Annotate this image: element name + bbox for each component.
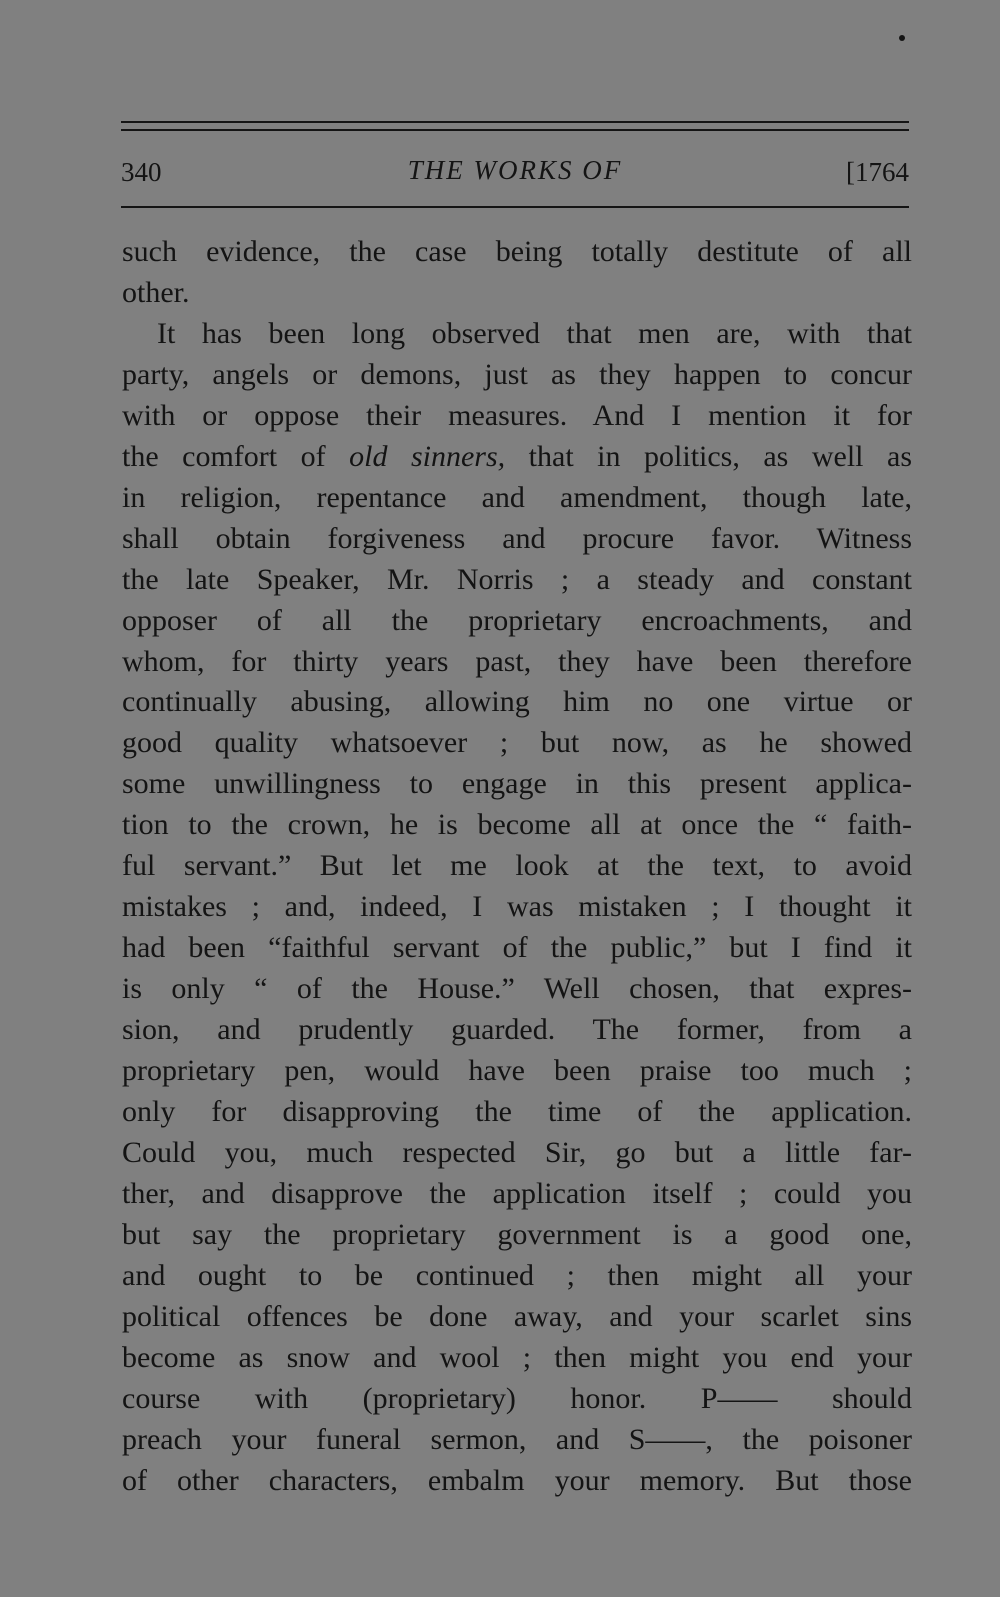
text-line: become as snow and wool ; then might you end your [122, 1340, 912, 1374]
text-line-segment: that in politics, as well as [505, 439, 913, 473]
text-line: such evidence, the case being totally destitute of all [122, 235, 912, 268]
text-line: continually abusing, allowing him no one virtue or [122, 685, 912, 719]
top-rule [121, 121, 909, 123]
stray-dot-mark [899, 35, 905, 41]
text-line: sion, and prudently guarded. The former, from a [122, 1013, 912, 1047]
text-line: ther, and disapprove the application itself ; could you [122, 1176, 912, 1210]
text-line: only for disapproving the time of the application. [122, 1095, 912, 1129]
text-line: some unwillingness to engage in this present applica- [122, 767, 912, 801]
text-line: whom, for thirty years past, they have been therefore [122, 644, 912, 678]
text-line: with or oppose their measures. And I mention it for [122, 398, 912, 432]
body-text [122, 232, 912, 1502]
text-line: other. [122, 275, 190, 309]
page-number: 340 [121, 157, 162, 187]
text-line: preach your funeral sermon, and S——, the poisoner [122, 1422, 912, 1456]
text-line: proprietary pen, would have been praise too much ; [122, 1054, 912, 1088]
header-rule [121, 206, 909, 208]
text-line: and ought to be continued ; then might all your [122, 1258, 912, 1292]
text-line: party, angels or demons, just as they happen to concur [122, 357, 912, 391]
running-head [121, 151, 909, 195]
text-line: in religion, repentance and amendment, though late, [122, 480, 912, 514]
text-line: tion to the crown, he is become all at once the “ faith- [122, 808, 912, 842]
text-line: It has been long observed that men are, with that [157, 316, 912, 350]
year-marker: [1764 [846, 157, 909, 187]
text-line: political offences be done away, and your scarlet sins [122, 1299, 912, 1333]
text-line: had been “faithful servant of the public,” but I find it [122, 931, 912, 965]
text-line: opposer of all the proprietary encroachments, and [122, 603, 912, 637]
running-title: THE WORKS OF [407, 155, 623, 185]
text-line: the late Speaker, Mr. Norris ; a steady and constant [122, 562, 912, 596]
text-line: good quality whatsoever ; but now, as he showed [122, 726, 912, 760]
text-line: Could you, much respected Sir, go but a little far- [122, 1135, 912, 1169]
text-line: of other characters, embalm your memory. But those [122, 1463, 912, 1497]
top-rule-inner [121, 129, 909, 131]
text-line: but say the proprietary government is a good one, [122, 1217, 912, 1251]
text-line: ful servant.” But let me look at the text, to avoid [122, 849, 912, 883]
text-line: shall obtain forgiveness and procure favor. Witness [122, 521, 912, 555]
text-line: mistakes ; and, indeed, I was mistaken ; I thought it [122, 890, 912, 924]
italic-phrase: old sinners, [349, 439, 506, 473]
text-line: is only “ of the House.” Well chosen, that expres- [122, 972, 912, 1006]
text-line [122, 437, 912, 478]
text-line-segment: the comfort of [122, 439, 350, 473]
text-line: course with (proprietary) honor. P—— should [122, 1381, 912, 1415]
